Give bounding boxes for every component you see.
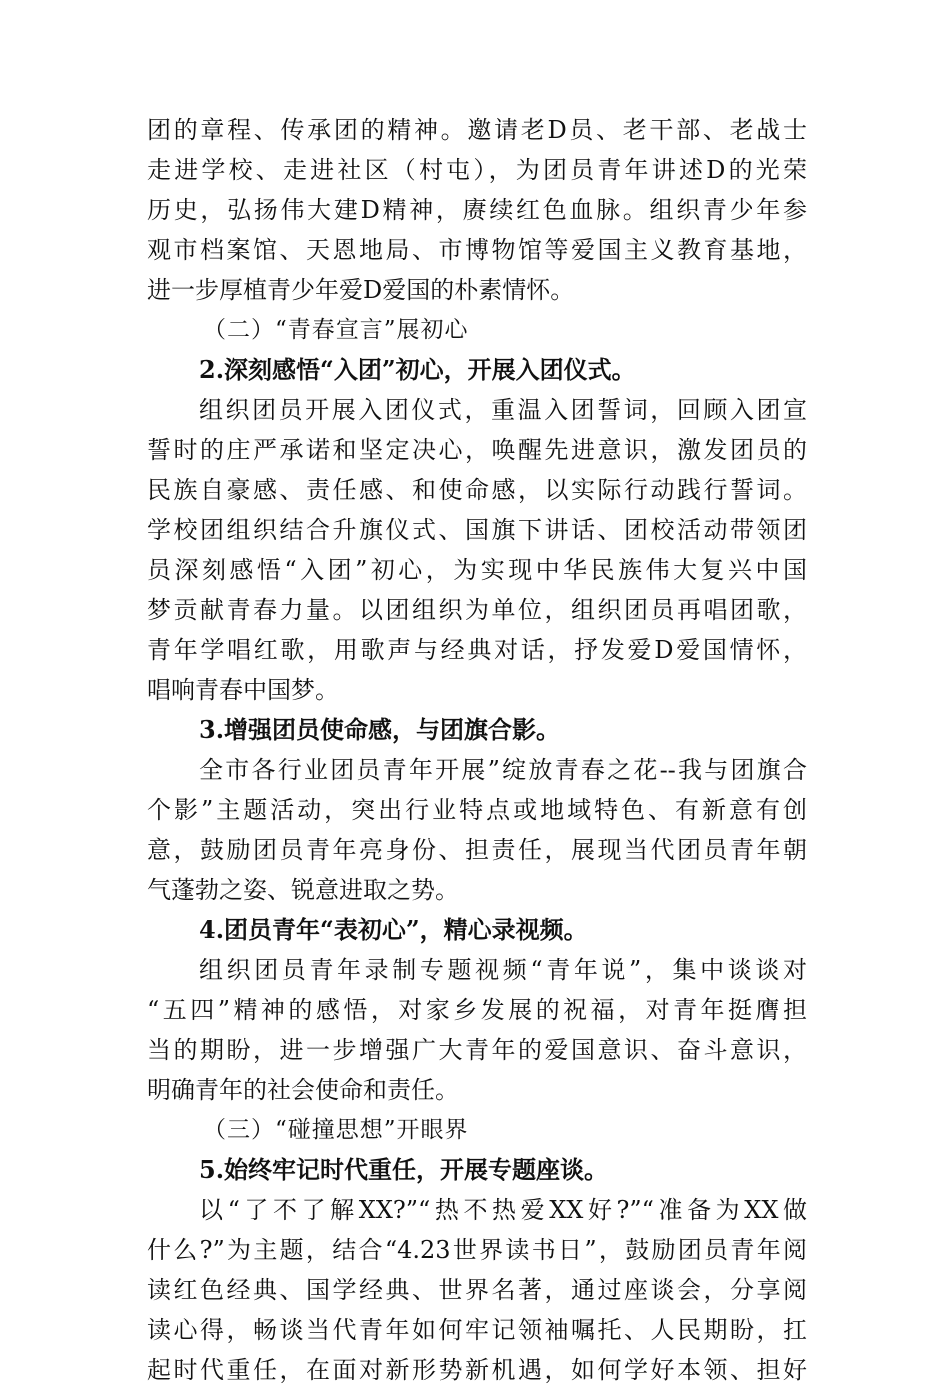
paragraph-line: 明确青年的社会使命和责任。 [147,1076,459,1104]
paragraph-line: 学校团组织结合升旗仪式、国旗下讲话、团校活动带领团 [147,516,807,544]
paragraph-line: 团的章程、传承团的精神。邀请老D员、老干部、老战士 [147,116,807,144]
paragraph-line: 气蓬勃之姿、锐意进取之势。 [147,876,459,904]
paragraph-line: 民族自豪感、责任感、和使命感，以实际行动践行誓词。 [147,476,807,504]
paragraph-line: 梦贡献青春力量。以团组织为单位，组织团员再唱团歌， [147,596,807,624]
paragraph-line: 起时代重任，在面对新形势新机遇，如何学好本领、担好 [147,1356,807,1384]
paragraph-line: 誓时的庄严承诺和坚定决心，唤醒先进意识，激发团员的 [147,436,807,464]
paragraph-line: 意，鼓励团员青年亮身份、担责任，展现当代团员青年朝 [147,836,807,864]
paragraph-line: 组织团员开展入团仪式，重温入团誓词，回顾入团宣 [199,396,807,424]
paragraph-line: 读心得，畅谈当代青年如何牢记领袖嘱托、人民期盼，扛 [147,1316,807,1344]
paragraph-line: 员深刻感悟“入团”初心，为实现中华民族伟大复兴中国 [147,556,807,584]
paragraph-line: 全市各行业团员青年开展”绽放青春之花--我与团旗合 [199,756,807,784]
paragraph-line: 唱响青春中国梦。 [147,676,339,704]
paragraph-line: 走进学校、走进社区（村屯），为团员青年讲述D的光荣 [147,156,807,184]
paragraph-line: 观市档案馆、天恩地局、市博物馆等爱国主义教育基地， [147,236,807,264]
paragraph-line: 个影”主题活动，突出行业特点或地域特色、有新意有创 [147,796,807,824]
paragraph-line: 读红色经典、国学经典、世界名著，通过座谈会，分享阅 [147,1276,807,1304]
paragraph-line: “五四”精神的感悟，对家乡发展的祝福，对青年挺膺担 [147,996,807,1024]
section-heading: （二）“青春宣言”展初心 [203,317,469,343]
subsection-heading: 2.深刻感悟“入团”初心，开展入团仪式。 [199,355,636,384]
section-heading: （三）“碰撞思想”开眼界 [203,1117,469,1143]
paragraph-line: 以“了不了解XX?”“热不热爱XX好?”“准备为XX做 [199,1196,807,1224]
paragraph-line: 进一步厚植青少年爱D爱国的朴素情怀。 [147,276,575,304]
subsection-heading: 3.增强团员使命感，与团旗合影。 [199,715,561,744]
document-body [147,110,807,1390]
paragraph-line: 青年学唱红歌，用歌声与经典对话，抒发爱D爱国情怀， [147,636,807,664]
subsection-heading: 4.团员青年“表初心”，精心录视频。 [199,915,588,944]
paragraph-line: 历史，弘扬伟大建D精神，赓续红色血脉。组织青少年参 [147,196,807,224]
paragraph-line: 什么?”为主题，结合“4.23世界读书日”，鼓励团员青年阅 [147,1236,807,1264]
subsection-heading: 5.始终牢记时代重任，开展专题座谈。 [199,1155,609,1184]
paragraph-line: 当的期盼，进一步增强广大青年的爱国意识、奋斗意识， [147,1036,807,1064]
paragraph-line: 组织团员青年录制专题视频“青年说”，集中谈谈对 [199,956,807,984]
